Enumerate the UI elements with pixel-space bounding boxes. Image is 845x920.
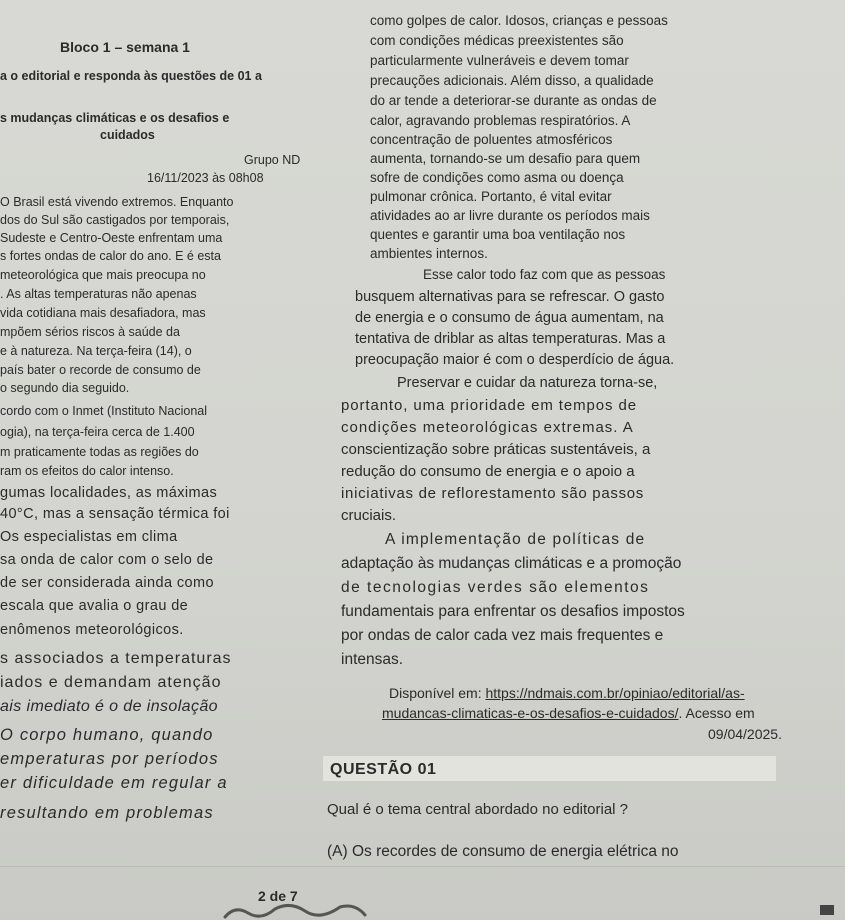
body-line: iniciativas de reflorestamento são passos (341, 485, 645, 502)
option-a[interactable]: (A) Os recordes de consumo de energia elétrica no (327, 843, 679, 860)
body-line: mpõem sérios riscos à saúde da (0, 325, 180, 339)
body-line: país bater o recorde de consumo de (0, 363, 201, 377)
source-citation-line2 (382, 706, 755, 720)
body-line: ogia), na terça-feira cerca de 1.400 (0, 425, 195, 439)
scribble-mark (220, 895, 370, 920)
body-line: emperaturas por períodos (0, 750, 219, 768)
body-line: 40°C, mas a sensação térmica foi (0, 506, 230, 522)
date: 16/11/2023 às 08h08 (147, 171, 264, 185)
question-prompt: Qual é o tema central abordado no editorial ? (327, 801, 629, 818)
body-line: de tecnologias verdes são elementos (341, 579, 650, 596)
body-line: de ser considerada ainda como (0, 575, 214, 591)
source-prefix: Disponível em: (389, 685, 486, 701)
body-line: sofre de condições como asma ou doença (370, 170, 624, 185)
body-line: precauções adicionais. Além disso, a qualidade (370, 73, 654, 88)
body-line: O corpo humano, quando (0, 726, 214, 744)
body-line: enômenos meteorológicos. (0, 622, 184, 638)
body-line: atividades ao ar livre durante os períodos mais (370, 208, 650, 223)
body-line: adaptação às mudanças climáticas e a promoção (341, 555, 682, 572)
body-line: redução do consumo de energia e o apoio a (341, 463, 635, 480)
body-line: vida cotidiana mais desafiadora, mas (0, 306, 206, 320)
body-line: ram os efeitos do calor intenso. (0, 464, 174, 478)
body-line: concentração de poluentes atmosféricos (370, 132, 613, 147)
body-line: er dificuldade em regular a (0, 774, 228, 792)
body-line: sa onda de calor com o selo de (0, 552, 214, 568)
source-link-part2[interactable]: mudancas-climaticas-e-os-desafios-e-cuidados/ (382, 705, 679, 721)
body-line: Sudeste e Centro-Oeste enfrentam uma (0, 231, 223, 245)
body-line: meteorológica que mais preocupa no (0, 268, 206, 282)
page-number: 2 de 7 (258, 888, 298, 904)
body-line: s associados a temperaturas (0, 650, 232, 667)
page-divider (0, 866, 845, 867)
source-link-part1[interactable]: https://ndmais.com.br/opiniao/editorial/as- (485, 685, 745, 701)
body-line: e à natureza. Na terça-feira (14), o (0, 344, 192, 358)
body-line: Os especialistas em clima (0, 529, 178, 545)
body-line: aumenta, tornando-se um desafio para quem (370, 151, 641, 166)
body-line: de energia e o consumo de água aumentam, na (355, 310, 664, 326)
body-line: calor, agravando problemas respiratórios. A (370, 113, 631, 128)
body-line: O Brasil está vivendo extremos. Enquanto (0, 195, 234, 209)
body-line: portanto, uma prioridade em tempos de (341, 397, 637, 414)
body-line: com condições médicas preexistentes são (370, 33, 624, 48)
body-line: ambientes internos. (370, 246, 488, 261)
source-suffix: . Acesso em (678, 705, 755, 721)
body-line: cordo com o Inmet (Instituto Nacional (0, 404, 208, 418)
article-title-line2: cuidados (100, 128, 155, 142)
body-line: o segundo dia seguido. (0, 381, 130, 395)
question-title: QUESTÃO 01 (330, 761, 437, 778)
body-line: s fortes ondas de calor do ano. E é esta (0, 249, 221, 263)
body-line: como golpes de calor. Idosos, crianças e pessoas (370, 13, 668, 28)
body-line: pulmonar crônica. Portanto, é vital evitar (370, 189, 612, 204)
body-line: iados e demandam atenção (0, 674, 222, 691)
body-line: resultando em problemas (0, 804, 214, 822)
body-line: intensas. (341, 651, 404, 668)
body-line: m praticamente todas as regiões do (0, 445, 199, 459)
body-line: . As altas temperaturas não apenas (0, 287, 197, 301)
body-line: dos do Sul são castigados por temporais, (0, 213, 230, 227)
body-line: preocupação maior é com o desperdício de água. (355, 352, 675, 368)
body-line: escala que avalia o grau de (0, 598, 189, 614)
body-line: particularmente vulneráveis e devem tomar (370, 53, 629, 68)
body-line: cruciais. (341, 507, 397, 524)
body-line: Preservar e cuidar da natureza torna-se, (397, 375, 658, 391)
instruction: a o editorial e responda às questões de 01 a (0, 69, 262, 83)
body-line: Esse calor todo faz com que as pessoas (423, 267, 666, 282)
body-line: quentes e garantir uma boa ventilação nos (370, 227, 626, 242)
body-line: do ar tende a deteriorar-se durante as ondas de (370, 93, 657, 108)
block-title: Bloco 1 – semana 1 (60, 39, 190, 55)
body-line: fundamentais para enfrentar os desafios impostos (341, 603, 685, 620)
body-line: busquem alternativas para se refrescar. O gasto (355, 289, 665, 305)
corner-mark (818, 903, 836, 917)
body-line: ais imediato é o de insolação (0, 698, 218, 715)
access-date: 09/04/2025. (708, 726, 782, 742)
body-line: por ondas de calor cada vez mais frequentes e (341, 627, 664, 644)
body-line: conscientização sobre práticas sustentáveis, a (341, 441, 651, 458)
body-line: tentativa de driblar as altas temperaturas. Mas a (355, 331, 666, 347)
body-line: A implementação de políticas de (385, 531, 646, 548)
author: Grupo ND (244, 153, 301, 167)
source-citation (389, 686, 745, 700)
body-line: condições meteorológicas extremas. A (341, 419, 634, 436)
body-line: gumas localidades, as máximas (0, 485, 218, 501)
article-title-line1: s mudanças climáticas e os desafios e (0, 111, 230, 125)
